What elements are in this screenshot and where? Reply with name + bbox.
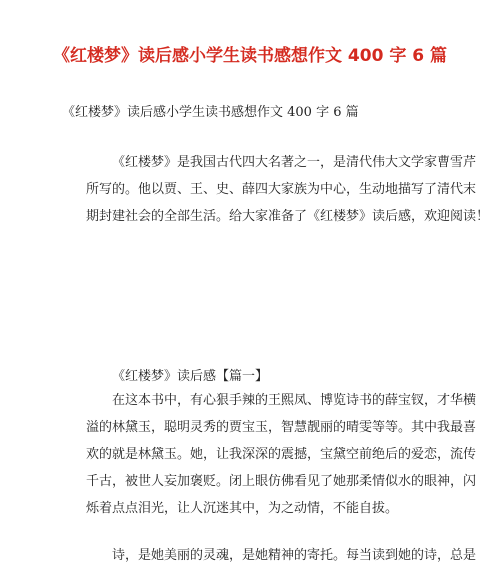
- intro-line: 所写的。他以贾、王、史、薛四大家族为中心，生动地描写了清代末: [86, 182, 477, 197]
- intro-line: 《红楼梦》是我国古代四大名著之一，是清代伟大文学家曹雪芹: [112, 155, 477, 170]
- section-heading: 《红楼梦》读后感【篇一】: [112, 369, 269, 384]
- document-subtitle: 《红楼梦》读后感小学生读书感想作文 400 字 6 篇: [62, 105, 359, 120]
- paragraph-line: 千古，被世人妄加褒贬。闭上眼仿佛看见了她那柔情似水的眼神，闪: [86, 474, 477, 489]
- paragraph-line: 烁着点点泪光，让人沉迷其中，为之动情，不能自拔。: [86, 501, 399, 516]
- paragraph-line: 溢的林黛玉，聪明灵秀的贾宝玉，智慧靓丽的晴雯等等。其中我最喜: [86, 420, 477, 435]
- paragraph-line: 在这本书中，有心狠手辣的王熙凤、博览诗书的薛宝钗，才华横: [112, 393, 477, 408]
- paragraph-line: 欢的就是林黛玉。她，让我深深的震撼，宝黛空前绝后的爱恋，流传: [86, 447, 477, 462]
- document-title: 《红楼梦》读后感小学生读书感想作文 400 字 6 篇: [53, 46, 447, 66]
- intro-paragraph: [86, 149, 490, 230]
- body-paragraph: [86, 387, 477, 522]
- intro-line: 期封建社会的全部生活。给大家准备了《红楼梦》读后感，欢迎阅读！: [86, 209, 490, 224]
- paragraph-line: 诗，是她美丽的灵魂，是她精神的寄托。每当读到她的诗，总是: [112, 548, 477, 563]
